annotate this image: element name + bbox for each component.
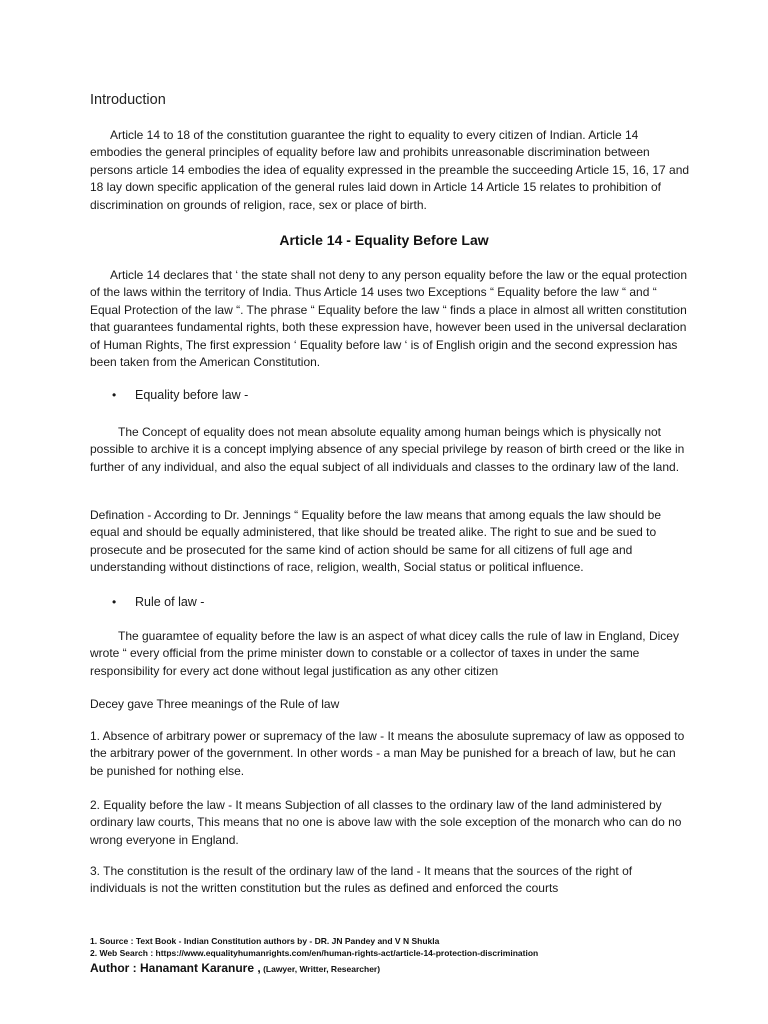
footnotes [90,935,690,975]
bullet-equality-before-law [112,388,248,402]
bullet-icon: • [112,595,117,609]
dicey-meanings-intro: Decey gave Three meanings of the Rule of law [90,697,340,711]
introduction-heading: Introduction [90,92,166,108]
concept-paragraph: The Concept of equality does not mean absolute equality among human beings which is physically not possible to archive it is a concept implying absence of any special privilege by reason of birth creed or the like in further of any individual, and also the equal subject of all individuals and classes to the ordinary law of the land. [90,425,685,474]
author-name: Author : Hanamant Karanure , [90,961,261,975]
bullet-rule-of-law [112,595,204,609]
meaning-1: 1. Absence of arbitrary power or supremacy of the law - It means the abosulute supremacy of law as opposed to the arbitrary power of the government. In other words - a man May be punished for a breach of law, but he can be punished for nothing else. [90,729,685,778]
meaning-2: 2. Equality before the law - It means Subjection of all classes to the ordinary law of the land administered by ordinary law courts, This means that no one is above law with the sole exception of the monarch who can do no wrong everyone in England. [90,798,682,847]
guarantee-paragraph: The guaramtee of equality before the law is an aspect of what dicey calls the rule of law in England, Dicey wrote “ every official from the prime minister down to constable or a collector of taxes in under the same responsibility for every act done without legal justification as any other citizen [90,629,679,678]
article14-paragraph: Article 14 declares that ‘ the state shall not deny to any person equality before the law or the equal protection of the laws within the territory of India. Thus Article 14 uses two Exceptions “ Equality before the law “ and “ Equal Protection of the law “. The phrase “ Equality before the law “ finds a place in almost all written constitution that guarantees fundamental rights, both these expression have, however been used in the universal declaration of Human Rights, The first expression ‘ Equality before law ‘ is of English origin and the second expression has been taken from the American Constitution. [90,268,688,370]
definition-paragraph: Defination - According to Dr. Jennings “ Equality before the law means that among equals the law should be equal and should be equally administered, that like should be treated alike. The right to sue and be sued to prosecute and be prosecuted for the same kind of action should be same for all citizens of full age and understanding without distinctions of race, religion, wealth, Social status or political influence. [90,508,662,575]
author-line [90,961,690,975]
footnote-web-search: 2. Web Search : https://www.equalityhumanrights.com/en/human-rights-act/article-14-protection-discrimination [90,948,539,958]
footnote-source: 1. Source : Text Book - Indian Constitution authors by - DR. JN Pandey and V N Shukla [90,936,440,946]
intro-paragraph: Article 14 to 18 of the constitution guarantee the right to equality to every citizen of Indian. Article 14 embodies the general principles of equality before law and prohibits unreasonable discrimination between persons article 14 embodies the idea of equality expressed in the preamble the succeeding Article 15, 16, 17 and 18 lay down specific application of the general rules laid down in Article 14 Article 15 relates to prohibition of discrimination on grounds of religion, race, sex or place of birth. [90,128,690,212]
author-role: (Lawyer, Writter, Researcher) [260,964,381,974]
section-title: Article 14 - Equality Before Law [279,232,489,248]
bullet-label: Rule of law - [135,595,205,609]
bullet-icon: • [112,388,117,402]
bullet-label: Equality before law - [135,388,249,402]
meaning-3: 3. The constitution is the result of the ordinary law of the land - It means that the sources of the right of individuals is not the written constitution but the rules as defined and enforced the courts [90,864,633,896]
